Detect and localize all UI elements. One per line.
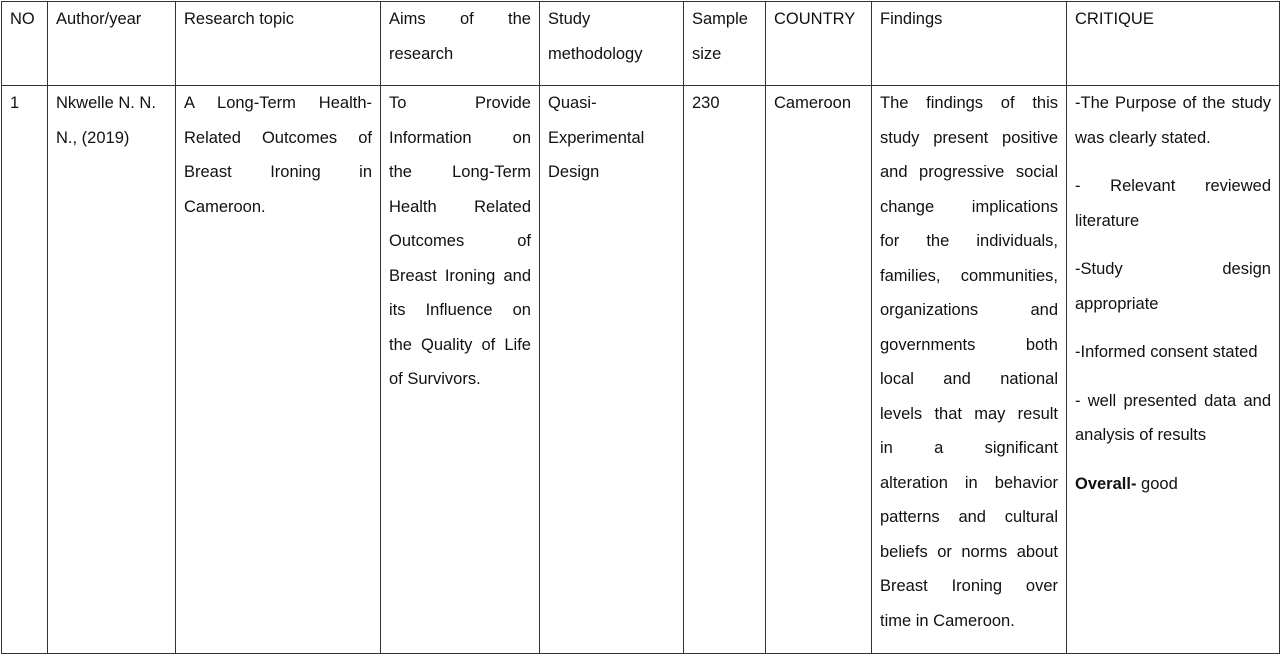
- cell-aims: [381, 86, 540, 654]
- header-author-year: Author/year: [48, 2, 176, 86]
- cell-findings-line: Breast Ironing over: [880, 577, 1058, 595]
- header-aims: [381, 2, 540, 86]
- header-country: COUNTRY: [766, 2, 872, 86]
- cell-research-topic-line: A Long-Term Health-: [184, 94, 372, 112]
- header-sample-size-line-2: size: [692, 44, 722, 63]
- cell-findings: [872, 86, 1067, 654]
- critique-item-line: -Informed consent stated: [1075, 343, 1258, 361]
- critique-item-line: -The Purpose of the study: [1075, 94, 1271, 112]
- cell-findings-line: in a significant: [880, 439, 1058, 457]
- critique-item: [1075, 86, 1271, 155]
- cell-findings-line: levels that may result: [880, 404, 1058, 423]
- cell-findings-line: local and national: [880, 370, 1058, 388]
- cell-findings-line: alteration in behavior: [880, 473, 1058, 492]
- cell-author-year: [48, 86, 176, 654]
- critique-overall-label: Overall-: [1075, 474, 1137, 493]
- critique-overall: [1075, 467, 1271, 502]
- cell-aims-line: To Provide: [389, 94, 531, 112]
- cell-findings-line: change implications: [880, 197, 1058, 216]
- cell-findings-line: The findings of this: [880, 94, 1058, 112]
- cell-aims-line: Health Related: [389, 197, 531, 216]
- cell-findings-line: governments both: [880, 335, 1058, 354]
- cell-study-methodology-line: Quasi-: [548, 94, 597, 112]
- header-aims-line-1: Aims of the: [389, 10, 531, 28]
- cell-aims-line: Breast Ironing and: [389, 266, 531, 285]
- header-study-methodology: [540, 2, 684, 86]
- critique-item-line: - well presented data and: [1075, 391, 1271, 410]
- critique-item-line: was clearly stated.: [1075, 128, 1211, 147]
- cell-research-topic-line: Related Outcomes of: [184, 128, 372, 147]
- critique-item: [1075, 169, 1271, 238]
- header-research-topic: Research topic: [176, 2, 381, 86]
- cell-research-topic: [176, 86, 381, 654]
- cell-author-year-line-1: Nkwelle N. N.: [56, 94, 156, 112]
- cell-aims-line: Outcomes of: [389, 232, 531, 250]
- header-aims-line-2: research: [389, 44, 454, 63]
- header-critique: CRITIQUE: [1067, 2, 1280, 86]
- table-row: [2, 86, 1280, 654]
- literature-review-table: [1, 1, 1280, 654]
- critique-item-line: analysis of results: [1075, 426, 1207, 444]
- cell-no: 1: [2, 86, 48, 654]
- header-study-methodology-line-1: Study: [548, 10, 591, 28]
- table-header-row: [2, 2, 1280, 86]
- critique-item: [1075, 335, 1271, 370]
- cell-research-topic-line: Breast Ironing in: [184, 163, 372, 181]
- critique-item-line: appropriate: [1075, 294, 1159, 313]
- header-findings: Findings: [872, 2, 1067, 86]
- cell-findings-line: patterns and cultural: [880, 508, 1058, 526]
- cell-study-methodology: [540, 86, 684, 654]
- cell-findings-line: organizations and: [880, 301, 1058, 319]
- critique-item-line: literature: [1075, 211, 1140, 230]
- critique-item: [1075, 252, 1271, 321]
- cell-sample-size: 230: [684, 86, 766, 654]
- cell-aims-line: of Survivors.: [389, 370, 481, 388]
- cell-study-methodology-line: Design: [548, 163, 600, 181]
- cell-aims-line: its Influence on: [389, 301, 531, 319]
- cell-findings-line: and progressive social: [880, 163, 1058, 181]
- cell-author-year-line-2: N., (2019): [56, 128, 130, 147]
- cell-country: Cameroon: [766, 86, 872, 654]
- header-sample-size: [684, 2, 766, 86]
- cell-study-methodology-line: Experimental: [548, 128, 645, 147]
- critique-overall-value: good: [1136, 474, 1178, 493]
- cell-critique: [1067, 86, 1280, 654]
- cell-findings-line: families, communities,: [880, 266, 1058, 285]
- critique-item-line: -Study design: [1075, 260, 1271, 278]
- cell-findings-line: time in Cameroon.: [880, 611, 1015, 630]
- cell-aims-line: Information on: [389, 128, 531, 147]
- cell-findings-line: for the individuals,: [880, 232, 1058, 250]
- cell-findings-line: beliefs or norms about: [880, 542, 1058, 561]
- critique-item: [1075, 384, 1271, 453]
- critique-item-line: - Relevant reviewed: [1075, 177, 1271, 195]
- cell-research-topic-line: Cameroon.: [184, 197, 266, 216]
- cell-findings-line: study present positive: [880, 128, 1058, 147]
- header-sample-size-line-1: Sample: [692, 10, 748, 28]
- header-study-methodology-line-2: methodology: [548, 44, 643, 63]
- cell-aims-line: the Quality of Life: [389, 335, 531, 354]
- header-no: NO: [2, 2, 48, 86]
- cell-aims-line: the Long-Term: [389, 163, 531, 181]
